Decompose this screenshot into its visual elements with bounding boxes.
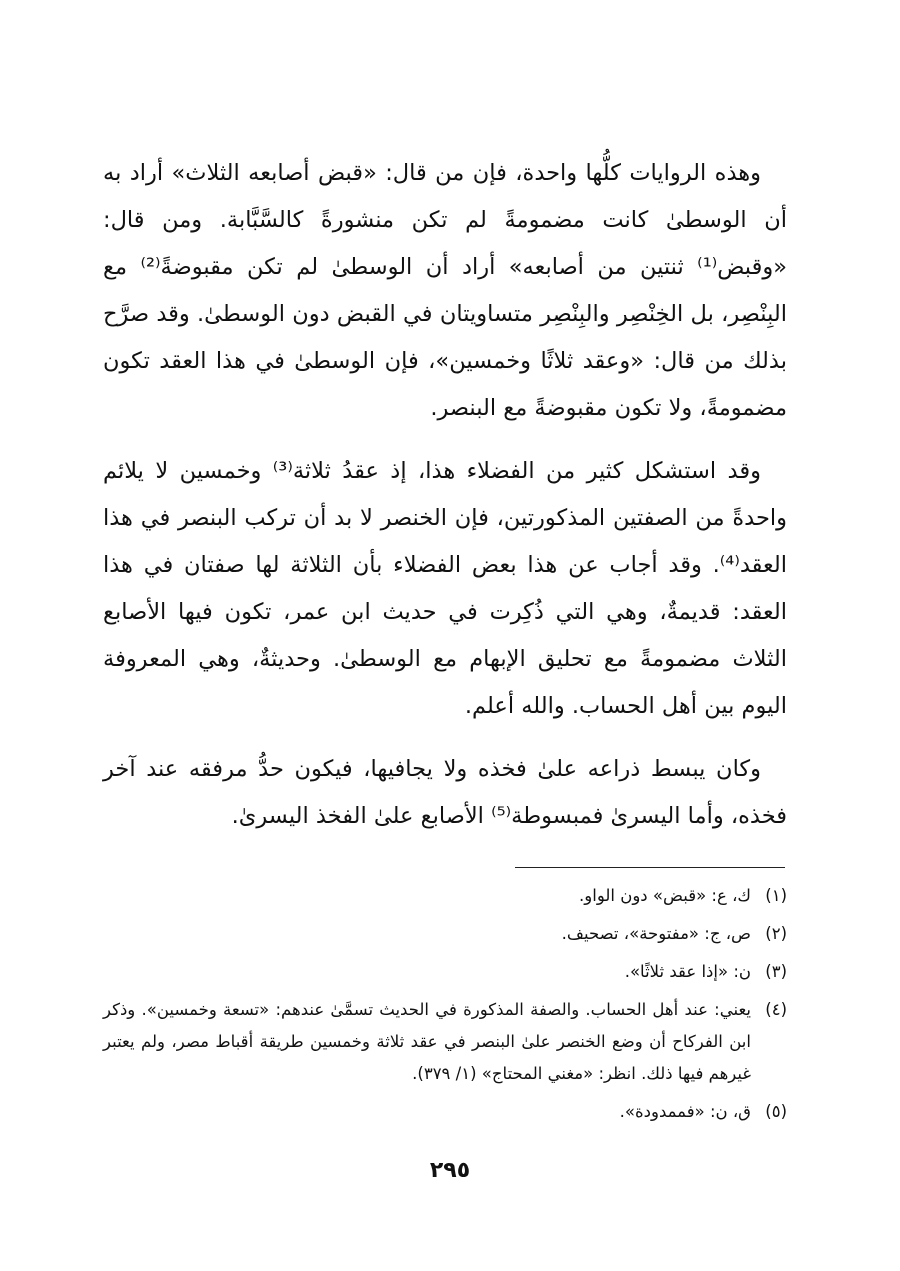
footnote-text: يعني: عند أهل الحساب. والصفة المذكورة في الحديث تسمَّىٰ عندهم: «تسعة وخمسين». وذكر ابن الفركاح أن وضع الخنصر علىٰ البنصر في عقد ثلاثة وخمسين طريقة أقباط مصر، ولم يعتبر غيرهم فيها ذلك. انظر: «مغني المحتاج» (١/ ٣٧٩).: [103, 1000, 751, 1083]
footnote-text: ك، ع: «قبض» دون الواو.: [579, 886, 751, 905]
page-number: ٢٩٥: [429, 1158, 471, 1183]
footnote-text: ص، ج: «مفتوحة»، تصحيف.: [561, 924, 751, 943]
paragraph-2: وقد استشكل كثير من الفضلاء هذا، إذ عقدُ ثلاثة⁽³⁾ وخمسين لا يلائم واحدةً من الصفتين المذكورتين، فإن الخنصر لا بد أن تركب البنصر في هذا العقد⁽⁴⁾. وقد أجاب عن هذا بعض الفضلاء بأن الثلاثة لها صفتان في هذا العقد: قديمةٌ، وهي التي ذُكِرت في حديث ابن عمر، تكون فيها الأصابع الثلاث مضمومةً مع تحليق الإبهام مع الوسطىٰ. وحديثةٌ، وهي المعروفة اليوم بين أهل الحساب. والله أعلم.: [103, 458, 787, 719]
footnote-number: (٤): [765, 1000, 787, 1019]
footnote-number: (٢): [765, 924, 787, 943]
main-text: [103, 150, 787, 856]
footnote-number: (٣): [765, 962, 787, 981]
footnote-5: [103, 1096, 787, 1128]
footnote-number: (٥): [765, 1102, 787, 1121]
paragraph-3: وكان يبسط ذراعه علىٰ فخذه ولا يجافيها، فيكون حدُّ مرفقه عند آخر فخذه، وأما اليسرىٰ فمبسوطة⁽⁵⁾ الأصابع علىٰ الفخذ اليسرىٰ.: [103, 756, 787, 829]
footnote-2: [103, 918, 787, 950]
footnote-3: [103, 956, 787, 988]
footnotes: [103, 880, 787, 1134]
paragraph-1: وهذه الروايات كلُّها واحدة، فإن من قال: «قبض أصابعه الثلاث» أراد به أن الوسطىٰ كانت مضمومةً لم تكن منشورةً كالسَّبَّابة. ومن قال: «وقبض⁽¹⁾ ثنتين من أصابعه» أراد أن الوسطىٰ لم تكن مقبوضةً⁽²⁾ مع البِنْصِر، بل الخِنْصِر والبِنْصِر متساويتان في القبض دون الوسطىٰ. وقد صرَّح بذلك من قال: «وعقد ثلاثًا وخمسين»، فإن الوسطىٰ في هذا العقد تكون مضمومةً، ولا تكون مقبوضةً مع البنصر.: [103, 160, 787, 421]
footnote-text: ق، ن: «فممدودة».: [619, 1102, 751, 1121]
footnote-text: ن: «إذا عقد ثلاثًا».: [624, 962, 751, 981]
footnote-1: [103, 880, 787, 912]
footnote-separator: [515, 867, 785, 868]
footnote-number: (١): [765, 886, 787, 905]
footnote-4: [103, 994, 787, 1090]
